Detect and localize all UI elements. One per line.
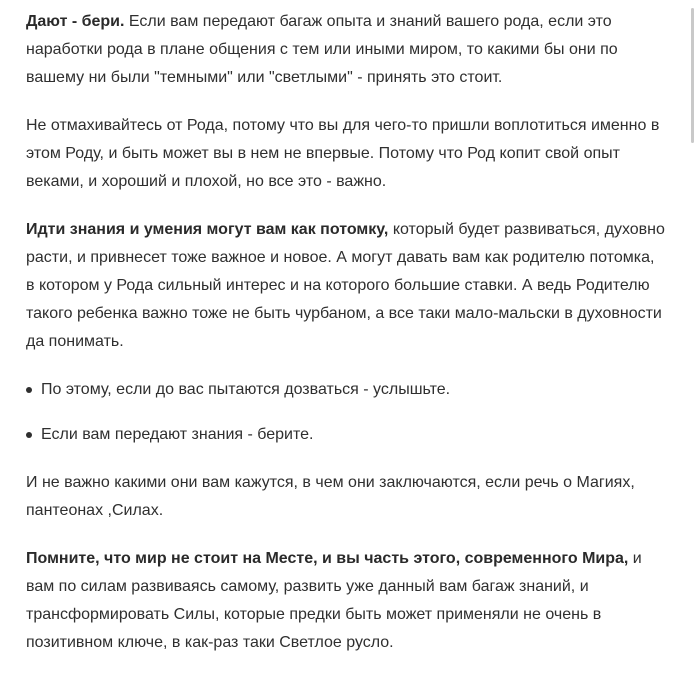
list-item-text: По этому, если до вас пытаются дозваться - услышьте. (41, 381, 451, 398)
list-item (26, 376, 666, 404)
paragraph-5-text: и вам по силам развиваясь самому, развить уже данный вам багаж знаний, и трансформировать Силы, которые предки быть может применяли не очень в позитивном ключе, в как-раз таки Светлое русло. (26, 550, 642, 651)
paragraph-5 (26, 545, 666, 657)
paragraph-4 (26, 469, 666, 525)
list-item (26, 421, 666, 449)
paragraph-2-text: Не отмахивайтесь от Рода, потому что вы для чего-то пришли воплотиться именно в этом Роду, и быть может вы в нем не впервые. Потому что Род копит свой опыт веками, и хороший и плохой, но все это - важно. (26, 117, 660, 190)
paragraph-1-text: Если вам передают багаж опыта и знаний вашего рода, если это наработки рода в плане общения с тем или иными миром, то какими бы они по вашему ни были "темными" или "светлыми" - принять это стоит. (26, 13, 618, 86)
scrollbar[interactable] (689, 0, 695, 661)
scrollbar-thumb[interactable] (691, 8, 694, 143)
paragraph-2 (26, 112, 666, 196)
bullet-list (26, 376, 666, 449)
list-item-text: Если вам передают знания - берите. (41, 426, 314, 443)
paragraph-4-text: И не важно какими они вам кажутся, в чем они заключаются, если речь о Магиях, пантеонах ,Силах. (26, 474, 635, 519)
paragraph-1-bold: Дают - бери. (26, 13, 125, 30)
bullet-dot-icon (26, 432, 32, 438)
bullet-dot-icon (26, 387, 32, 393)
article-body (26, 8, 666, 677)
paragraph-3-text: который будет развиваться, духовно расти, и привнесет тоже важное и новое. А могут давать вам как родителю потомка, в котором у Рода сильный интерес и на которого большие ставки. А ведь Родителю такого ребенка важно тоже не быть чурбаном, а все таки мало-мальски в духовности да понимать. (26, 221, 665, 350)
paragraph-3-bold: Идти знания и умения могут вам как потомку, (26, 221, 389, 238)
paragraph-3 (26, 216, 666, 356)
paragraph-1 (26, 8, 666, 92)
paragraph-5-bold: Помните, что мир не стоит на Месте, и вы часть этого, современного Мира, (26, 550, 629, 567)
